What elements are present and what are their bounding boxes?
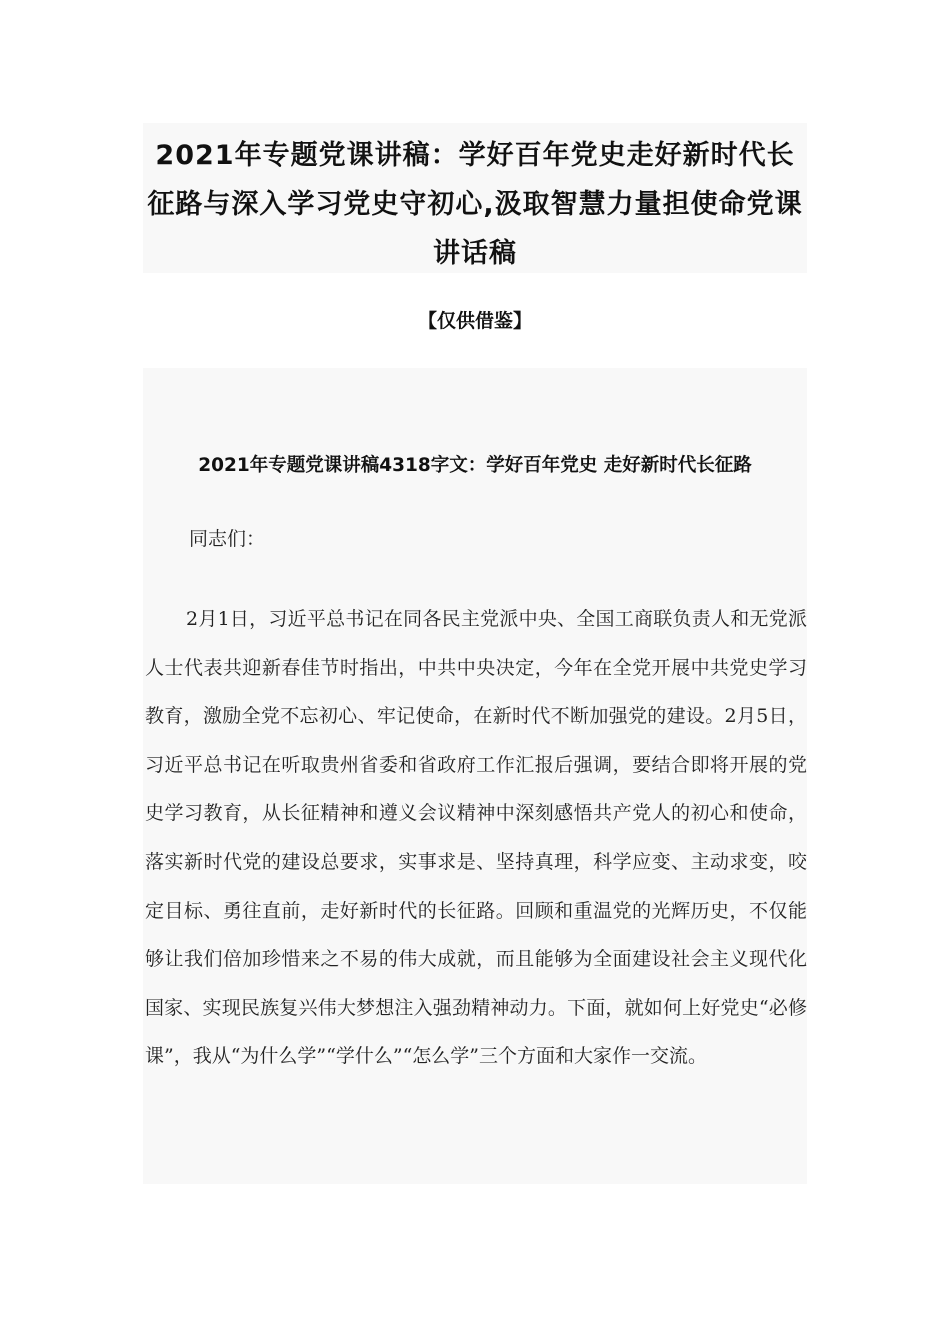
reference-note: 【仅供借鉴】 — [417, 310, 532, 332]
title-block — [143, 123, 807, 273]
document-title: 2021年专题党课讲稿：学好百年党史走好新时代长征路与深入学习党史守初心,汲取智慧力量担使命党课讲话稿 — [147, 140, 803, 269]
salutation: 同志们： — [189, 528, 266, 550]
content-block — [143, 368, 807, 1184]
body-paragraph: 2月1日，习近平总书记在同各民主党派中央、全国工商联负责人和无党派人士代表共迎新春佳节时指出，中共中央决定，今年在全党开展中共党史学习教育，激励全党不忘初心、牢记使命，在新时代不断加强党的建设。2月5日，习近平总书记在听取贵州省委和省政府工作汇报后强调，要结合即将开展的党史学习教育，从长征精神和遵义会议精神中深刻感悟共产党人的初心和使命，落实新时代党的建设总要求，实事求是、坚持真理，科学应变、主动求变，咬定目标、勇往直前，走好新时代的长征路。回顾和重温党的光辉历史，不仅能够让我们倍加珍惜来之不易的伟大成就，而且能够为全面建设社会主义现代化国家、实现民族复兴伟大梦想注入强劲精神动力。下面，就如何上好党史“必修课”，我从“为什么学”“学什么”“怎么学”三个方面和大家作一交流。 — [145, 608, 807, 1068]
speech-subtitle: 2021年专题党课讲稿4318字文：学好百年党史 走好新时代长征路 — [198, 455, 752, 476]
